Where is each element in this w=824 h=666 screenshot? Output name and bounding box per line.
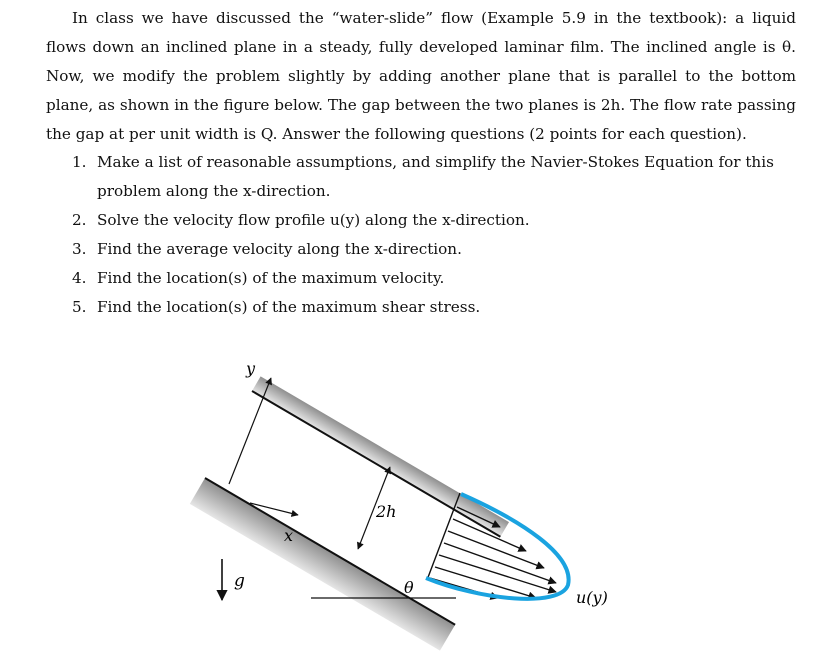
profile-label: u(y) bbox=[576, 588, 608, 607]
question-number: 2. bbox=[72, 211, 87, 229]
channel-plates bbox=[190, 376, 509, 650]
question-text: Find the location(s) of the maximum velocity. bbox=[97, 269, 445, 287]
x-axis-label: x bbox=[284, 526, 294, 545]
problem-intro-text: In class we have discussed the “water-slide” flow (Example 5.9 in the textbook): a liquid flows down an inclined plane in a steady, fully developed laminar film. The inclined angle is θ. Now, we modify the problem slightly by adding another plane that is parallel to the bottom plane, as shown in the figure below. The gap between the two planes is 2h. The flow rate passing the gap at per unit width is Q. Answer the following questions (2 points for each question). bbox=[46, 9, 796, 143]
y-axis-label: y bbox=[246, 359, 256, 378]
question-number: 3. bbox=[72, 240, 87, 258]
question-text: Find the location(s) of the maximum shear stress. bbox=[97, 298, 481, 316]
question-text: Find the average velocity along the x-direction. bbox=[97, 240, 462, 258]
angle-label: θ bbox=[404, 578, 414, 597]
question-text: Make a list of reasonable assumptions, and simplify the Navier-Stokes Equation for this problem along the x-direction. bbox=[97, 153, 774, 200]
gravity-label: g bbox=[234, 571, 245, 591]
profile-base-line bbox=[427, 493, 460, 580]
y-axis-arrow bbox=[229, 378, 271, 484]
bottom-plate bbox=[190, 478, 455, 651]
question-number: 1. bbox=[72, 153, 87, 171]
velocity-arrow bbox=[444, 543, 556, 583]
question-number: 4. bbox=[72, 269, 87, 287]
question-number: 5. bbox=[72, 298, 87, 316]
gap-label: 2h bbox=[376, 502, 397, 521]
question-text: Solve the velocity flow profile u(y) along the x-direction. bbox=[97, 211, 530, 229]
velocity-profile bbox=[426, 493, 569, 599]
bottom-plate-surface bbox=[205, 478, 455, 625]
